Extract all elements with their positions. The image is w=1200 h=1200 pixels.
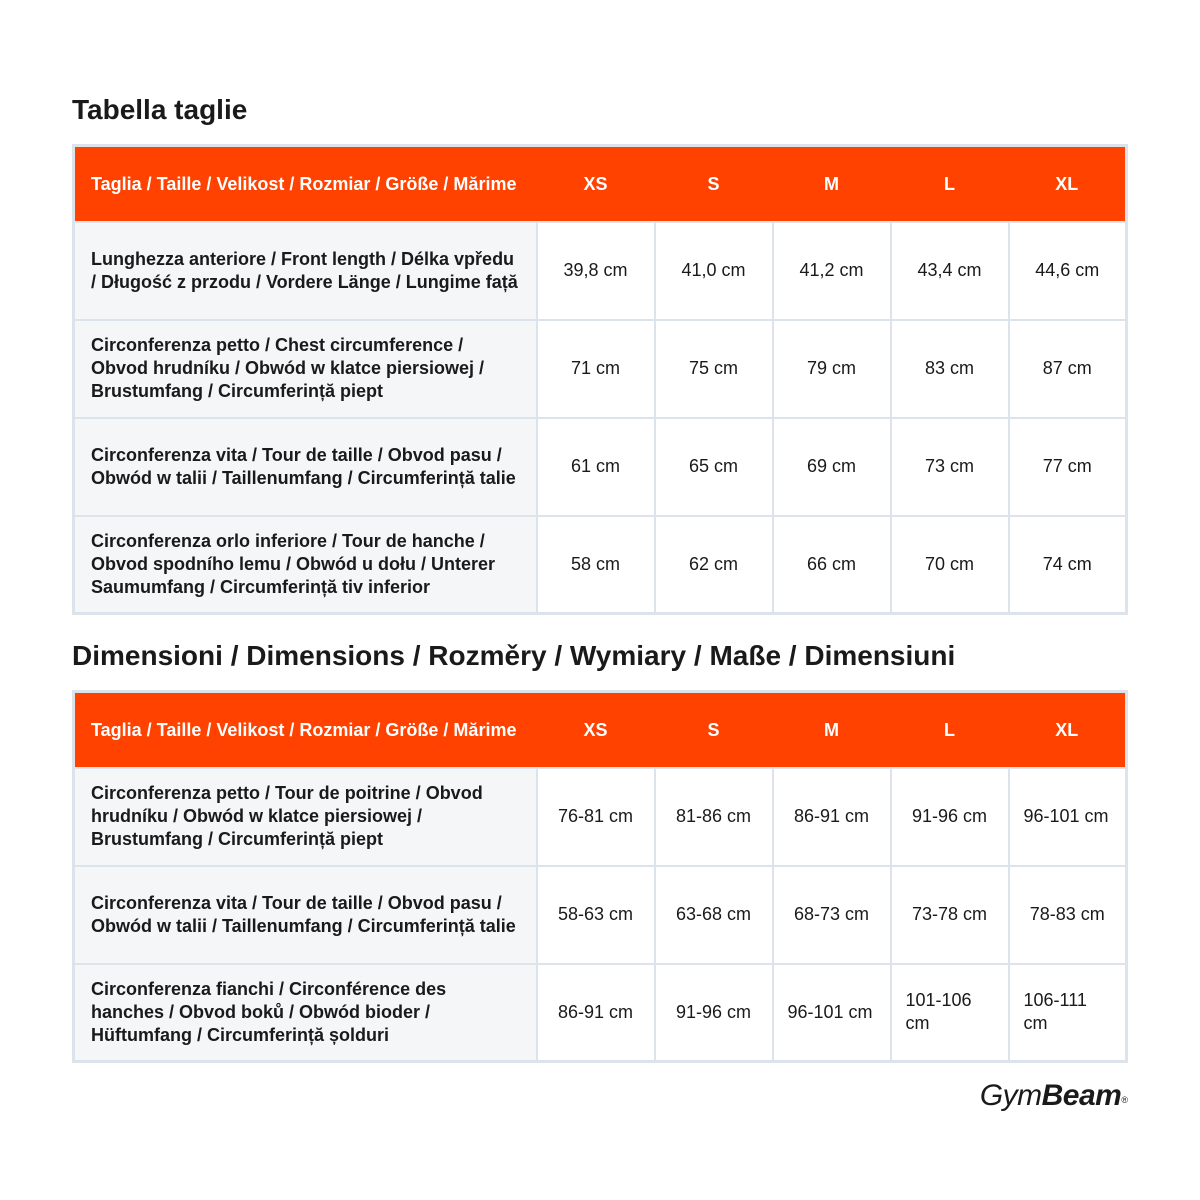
table-row [74,320,1127,418]
table-cell: 87 cm [1009,320,1127,418]
table-header-row [74,692,1127,768]
table-row [74,516,1127,614]
table-row [74,866,1127,964]
gymbeam-logo [980,1078,1128,1114]
table-cell: 86-91 cm [773,768,891,866]
row-label: Circonferenza fianchi / Circonférence des hanches / Obvod boků / Obwód bioder / Hüftumfang / Circumferință șolduri [74,964,537,1062]
table-cell: 91-96 cm [655,964,773,1062]
dimensions-title: Dimensioni / Dimensions / Rozměry / Wymiary / Maße / Dimensiuni [72,640,956,671]
size-header-label: Taglia / Taille / Velikost / Rozmiar / Größe / Mărime [74,146,537,222]
table-row [74,964,1127,1062]
table-row [74,222,1127,320]
table-cell: 73-78 cm [891,866,1009,964]
table-cell: 62 cm [655,516,773,614]
size-header-xl: XL [1009,146,1127,222]
table-cell: 43,4 cm [891,222,1009,320]
table-cell: 77 cm [1009,418,1127,516]
table-cell: 96-101 cm [773,964,891,1062]
table-cell: 101-106 cm [891,964,1009,1062]
table-row [74,418,1127,516]
row-label: Circonferenza petto / Tour de poitrine / Obvod hrudníku / Obwód w klatce piersiowej / Brustumfang / Circumferință piept [74,768,537,866]
dimensions-table [72,690,1128,1063]
logo-text-beam: Beam [1041,1079,1122,1112]
size-header-s: S [655,692,773,768]
table-header-row [74,146,1127,222]
table-cell: 65 cm [655,418,773,516]
table-row [74,768,1127,866]
table-cell: 79 cm [773,320,891,418]
table-cell: 68-73 cm [773,866,891,964]
table-cell: 78-83 cm [1009,866,1127,964]
table-cell: 91-96 cm [891,768,1009,866]
table-cell: 76-81 cm [537,768,655,866]
row-label: Lunghezza anteriore / Front length / Délka vpředu / Długość z przodu / Vordere Länge / Lungime față [74,222,537,320]
table-cell: 41,2 cm [773,222,891,320]
table-cell: 74 cm [1009,516,1127,614]
table-cell: 58 cm [537,516,655,614]
table-cell: 83 cm [891,320,1009,418]
table-cell: 86-91 cm [537,964,655,1062]
size-header-m: M [773,692,891,768]
size-chart-table [72,144,1128,615]
logo-text-gym: Gym [979,1079,1042,1112]
size-header-label: Taglia / Taille / Velikost / Rozmiar / Größe / Mărime [74,692,537,768]
size-header-l: L [891,146,1009,222]
table-cell: 61 cm [537,418,655,516]
table-cell: 41,0 cm [655,222,773,320]
table-cell: 39,8 cm [537,222,655,320]
table-cell: 73 cm [891,418,1009,516]
table-cell: 69 cm [773,418,891,516]
row-label: Circonferenza orlo inferiore / Tour de hanche / Obvod spodního lemu / Obwód u dołu / Unterer Saumumfang / Circumferință tiv inferior [74,516,537,614]
row-label: Circonferenza vita / Tour de taille / Obvod pasu / Obwód w talii / Taillenumfang / Circumferință talie [74,866,537,964]
size-chart-title: Tabella taglie [72,94,248,125]
size-header-s: S [655,146,773,222]
table-cell: 75 cm [655,320,773,418]
size-header-xs: XS [537,692,655,768]
size-header-l: L [891,692,1009,768]
table-cell: 71 cm [537,320,655,418]
table-cell: 66 cm [773,516,891,614]
table-cell: 81-86 cm [655,768,773,866]
row-label: Circonferenza vita / Tour de taille / Obvod pasu / Obwód w talii / Taillenumfang / Circumferință talie [74,418,537,516]
row-label: Circonferenza petto / Chest circumference / Obvod hrudníku / Obwód w klatce piersiowej / Brustumfang / Circumferință piept [74,320,537,418]
table-cell: 96-101 cm [1009,768,1127,866]
size-header-xs: XS [537,146,655,222]
table-cell: 44,6 cm [1009,222,1127,320]
size-header-xl: XL [1009,692,1127,768]
table-cell: 106-111 cm [1009,964,1127,1062]
table-cell: 58-63 cm [537,866,655,964]
registered-mark: ® [1121,1095,1128,1105]
table-cell: 63-68 cm [655,866,773,964]
size-header-m: M [773,146,891,222]
table-cell: 70 cm [891,516,1009,614]
